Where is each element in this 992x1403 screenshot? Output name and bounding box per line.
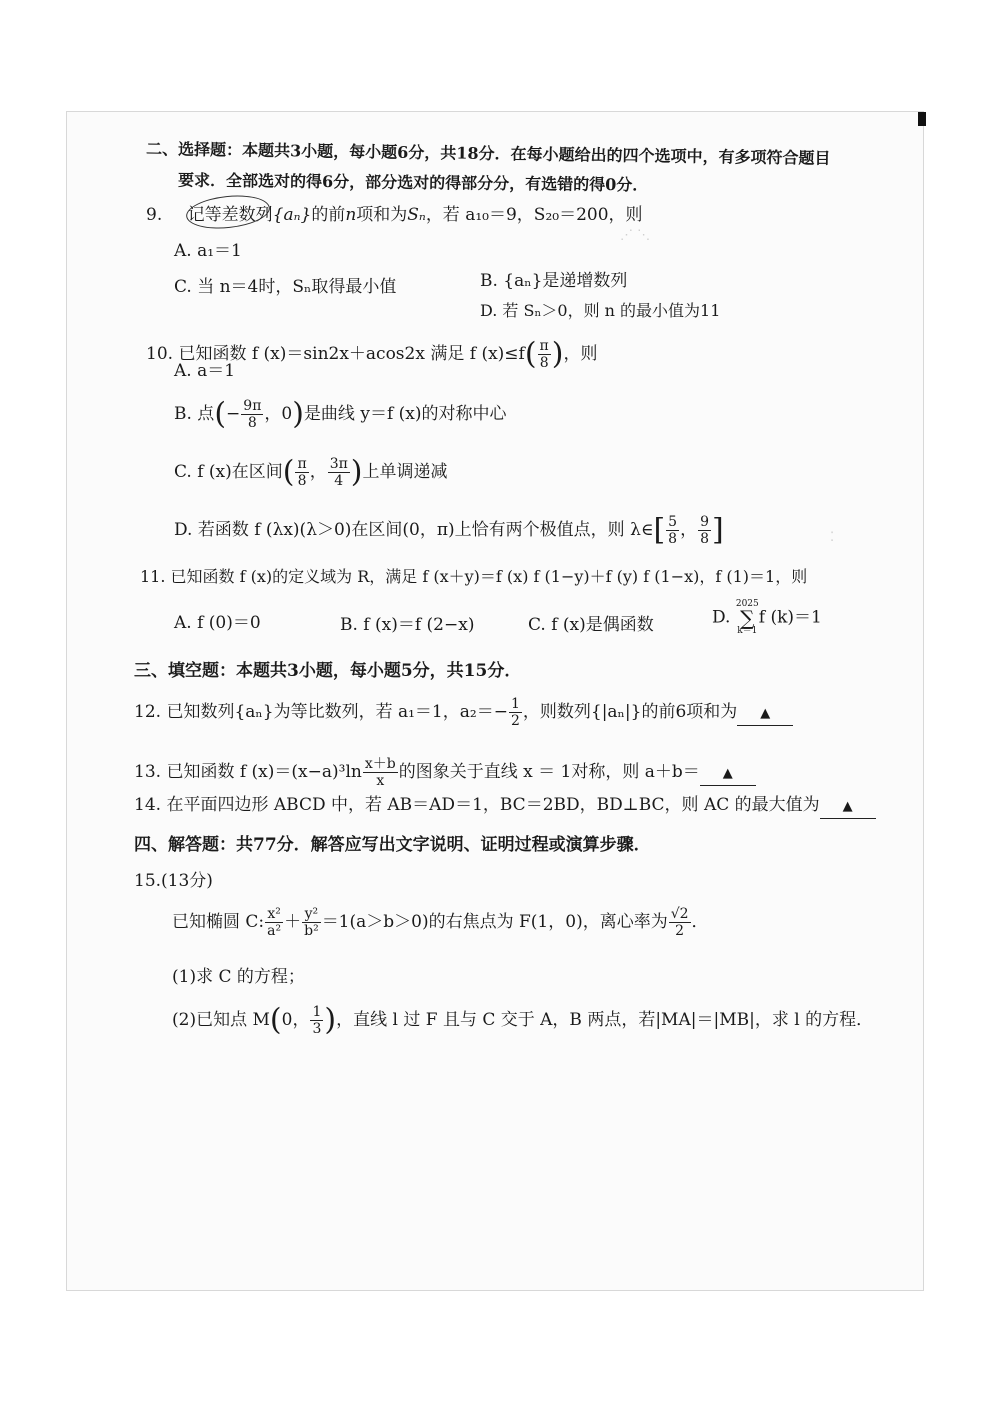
stem-text: 已知函数 f (x)＝sin2x＋acos2x 满足 f (x)≤f [178, 344, 525, 364]
sum-sign: ∑ [740, 606, 755, 630]
fraction [698, 514, 711, 547]
fraction [509, 696, 522, 729]
question-14 [134, 794, 876, 819]
frac-num: 1 [312, 1004, 322, 1020]
paren: ( [214, 396, 227, 432]
paren: ) [551, 336, 564, 372]
frac-den: b² [304, 923, 319, 939]
q9-option-a: A. a₁＝1 [174, 241, 242, 261]
section-3-header: 三、填空题：本题共3小题，每小题5分，共15分． [134, 661, 522, 681]
stem-text: 已知数列{aₙ}为等比数列，若 a₁＝1，a₂＝− [166, 702, 508, 722]
option-label: D. [712, 607, 731, 628]
question-15-stem [172, 906, 709, 939]
point-coord: ，0 [264, 404, 293, 424]
frac-den: a² [267, 923, 282, 939]
var-s: Sₙ [407, 205, 426, 225]
frac-den: 4 [334, 473, 344, 489]
points: (13分) [161, 871, 213, 891]
fraction [669, 906, 691, 939]
frac-den: 2 [675, 923, 685, 939]
paren: ( [524, 336, 537, 372]
q9-option-b: B. {aₙ}是递增数列 [480, 271, 628, 291]
plus-sign: ＋ [284, 912, 302, 932]
frac-den: x [376, 773, 385, 789]
frac-num: x＋b [364, 756, 396, 772]
stem-text: 已知函数 f (x)＝(x−a)³ln [166, 762, 362, 782]
paren: ) [324, 1002, 337, 1038]
answer-blank[interactable] [737, 701, 793, 726]
q11-option-d [712, 600, 822, 636]
paren: ( [282, 454, 295, 490]
sum-upper: 2025 [735, 599, 759, 609]
bracket: ] [712, 512, 724, 548]
question-9-stem [146, 204, 643, 226]
stem-text: ＝1(a＞b＞0)的右焦点为 F(1，0)，离心率为 [321, 912, 668, 932]
fraction [295, 456, 308, 489]
option-label: B. 点 [174, 404, 215, 424]
section-2-header: 二、选择题：本题共3小题，每小题6分，共18分．在每小题给出的四个选项中，有多项符合题目 [145, 139, 831, 168]
faint-show-through: ⋰ ⋱ [620, 228, 651, 243]
question-number: 14. [134, 795, 162, 815]
stem-text: 记等差数列 [187, 205, 273, 225]
frac-num: √2 [670, 906, 689, 922]
fraction [328, 456, 350, 489]
q15-part-1: (1)求 C 的方程； [172, 967, 305, 987]
fraction [363, 756, 398, 789]
faint-show-through: ⁚ [830, 530, 835, 545]
question-number: 13. [134, 762, 162, 782]
option-text: 上单调递减 [362, 462, 448, 482]
fraction [265, 906, 283, 939]
option-text: D. 若函数 f (λx)(λ＞0)在区间(0，π)上恰有两个极值点，则 λ∈ [174, 520, 654, 540]
frac-num: π [539, 338, 549, 354]
question-number: 12. [134, 702, 162, 722]
q10-option-b [174, 398, 507, 431]
frac-num: π [297, 456, 307, 472]
stem-text: ，若 a₁₀＝9，S₂₀＝200，则 [425, 205, 643, 225]
stem-text: 项和为 [356, 205, 408, 225]
answer-blank[interactable] [820, 794, 876, 819]
option-text: 是曲线 y＝f (x)的对称中心 [303, 404, 507, 424]
triangle-icon: ▲ [842, 799, 853, 814]
sequence-set: {aₙ} [272, 205, 312, 225]
frac-den: 8 [247, 415, 257, 431]
frac-num: 3π [329, 456, 348, 472]
option-label: C. f (x)在区间 [174, 462, 283, 482]
minus-sign: − [226, 404, 241, 424]
frac-den: 2 [510, 713, 520, 729]
section-4-header: 四、解答题：共77分．解答应写出文字说明、证明过程或演算步骤． [134, 835, 651, 855]
var-n: n [345, 205, 357, 225]
frac-den: 8 [539, 355, 549, 371]
question-number: 10. [146, 344, 174, 364]
point-coord: 0， [281, 1010, 310, 1030]
stem-text: 已知椭圆 C: [172, 912, 265, 932]
stem-text: ，则 [563, 344, 598, 364]
q10-option-d: D. 若函数 f (λx)(λ＞0)在区间(0，π)上恰有两个极值点，则 λ∈[ $\frac{5}{8}$ ， $\frac{9}{8}$ ] [174, 512, 724, 548]
part-text: ，直线 l 过 F 且与 C 交于 A，B 两点，若|MA|＝|MB|，求 l 的方程． [336, 1010, 874, 1030]
frac-num: 5 [668, 514, 678, 530]
stem-text: 已知函数 f (x)的定义域为 R，满足 f (x＋y)＝f (x) f (1−y)＋f (y) f (1−x)，f (1)＝1，则 [170, 567, 808, 586]
q9-option-d: D. 若 Sₙ＞0，则 n 的最小值为11 [480, 301, 721, 320]
stem-text: ，则数列{|aₙ|}的前6项和为 [522, 702, 738, 722]
paren: ) [292, 396, 304, 432]
part-text: (2)已知点 M [172, 1010, 270, 1030]
q11-option-a: A. f (0)＝0 [174, 613, 261, 633]
answer-blank[interactable] [700, 761, 756, 786]
q10-option-a: A. a＝1 [174, 361, 236, 381]
q11-option-c: C. f (x)是偶函数 [528, 615, 654, 635]
fraction [666, 514, 679, 547]
triangle-icon: ▲ [760, 706, 771, 721]
frac-num: 9 [700, 514, 709, 530]
frac-den: 8 [700, 531, 709, 547]
paren: ( [269, 1002, 282, 1038]
question-12 [134, 696, 793, 729]
sum-lower: k＝1 [737, 626, 758, 636]
question-number: 15. [134, 871, 162, 891]
frac-num: x² [265, 906, 283, 923]
q15-part-2 [172, 1004, 873, 1037]
question-15-heading [134, 870, 213, 892]
fraction [302, 906, 321, 939]
fraction [310, 1004, 323, 1037]
frac-den: 3 [312, 1021, 322, 1037]
paren: ) [350, 454, 363, 490]
frac-num: 1 [510, 696, 520, 712]
question-number: 11. [140, 567, 166, 586]
q11-option-b: B. f (x)＝f (2−x) [340, 615, 475, 635]
frac-num: 9π [243, 398, 262, 414]
frac-den: 8 [668, 531, 678, 547]
fraction [241, 398, 263, 431]
question-11-stem [140, 566, 807, 588]
q9-option-c: C. 当 n＝4时，Sₙ取得最小值 [174, 277, 397, 297]
stem-text: 的前 [311, 205, 346, 225]
triangle-icon: ▲ [722, 766, 733, 781]
question-number: 9. [146, 205, 163, 225]
frac-num: y² [302, 906, 321, 923]
scan-mark [918, 112, 926, 126]
section-2-header-cont: 要求．全部选对的得6分，部分选对的得部分分，有选错的得0分． [177, 170, 649, 195]
option-text: f (k)＝1 [758, 607, 822, 628]
fraction [538, 338, 551, 371]
bracket: [ [653, 512, 666, 548]
stem-text: 的图象关于直线 x ＝ 1对称，则 a＋b＝ [398, 762, 700, 782]
frac-den: 8 [297, 473, 307, 489]
question-13 [134, 756, 756, 789]
stem-text: ． [691, 912, 709, 932]
summation [736, 600, 759, 636]
q10-option-c: C. f (x)在区间( $\frac{\pi}{8}$ ， $\frac{3\pi}{4}$ )上单调递减 [174, 454, 448, 490]
stem-text: 在平面四边形 ABCD 中，若 AB＝AD＝1，BC＝2BD，BD⊥BC，则 AC 的最大值为 [166, 795, 820, 815]
